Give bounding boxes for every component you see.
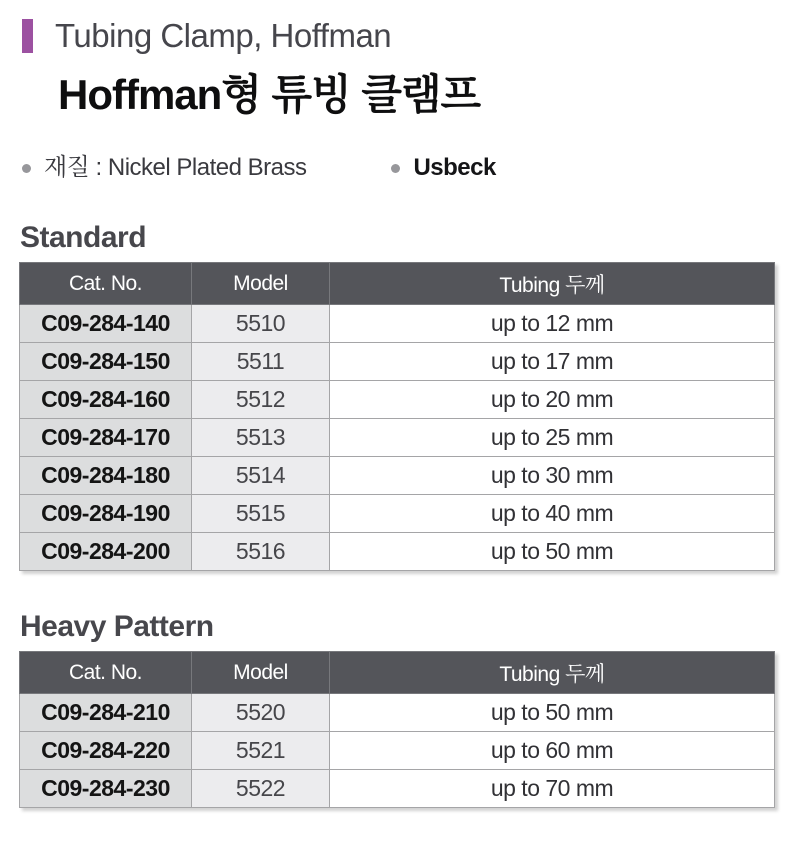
cat-no-cell: C09-284-180: [20, 457, 192, 495]
table-row: [20, 770, 775, 808]
cat-no-cell: C09-284-170: [20, 419, 192, 457]
table-row: [20, 457, 775, 495]
table-row: [20, 343, 775, 381]
page-title-english: Tubing Clamp, Hoffman: [55, 17, 392, 54]
tubing-cell: up to 12 mm: [330, 305, 775, 343]
table-heading-heavy-pattern: Heavy Pattern: [20, 610, 214, 643]
table-row: [20, 419, 775, 457]
model-cell: 5521: [192, 732, 330, 770]
table-header-row: [20, 652, 775, 694]
table-header-row: [20, 263, 775, 305]
cat-no-cell: C09-284-210: [20, 694, 192, 732]
standard-table: [19, 262, 775, 571]
model-cell: 5513: [192, 419, 330, 457]
cat-no-cell: C09-284-190: [20, 495, 192, 533]
bullet-dot-icon: [22, 164, 31, 173]
table-row: [20, 533, 775, 571]
cat-no-cell: C09-284-150: [20, 343, 192, 381]
table-row: [20, 732, 775, 770]
model-cell: 5512: [192, 381, 330, 419]
column-header-model: Model: [192, 263, 330, 305]
tubing-cell: up to 25 mm: [330, 419, 775, 457]
heavy-pattern-table: [19, 651, 775, 808]
column-header-model: Model: [192, 652, 330, 694]
model-cell: 5514: [192, 457, 330, 495]
cat-no-cell: C09-284-160: [20, 381, 192, 419]
tubing-cell: up to 50 mm: [330, 533, 775, 571]
model-cell: 5520: [192, 694, 330, 732]
model-cell: 5515: [192, 495, 330, 533]
page-title-korean: Hoffman형 튜빙 클램프: [58, 71, 481, 118]
brand-label: Usbeck: [413, 154, 496, 181]
tubing-cell: up to 40 mm: [330, 495, 775, 533]
table-row: [20, 495, 775, 533]
cat-no-cell: C09-284-140: [20, 305, 192, 343]
table-heading-standard: Standard: [20, 221, 147, 254]
table-row: [20, 381, 775, 419]
tubing-cell: up to 70 mm: [330, 770, 775, 808]
bullet-dot-icon: [391, 164, 400, 173]
model-cell: 5516: [192, 533, 330, 571]
cat-no-cell: C09-284-220: [20, 732, 192, 770]
spec-bullets: [22, 154, 800, 182]
brand-bullet: [391, 154, 495, 182]
page-header: [22, 16, 800, 56]
tubing-cell: up to 20 mm: [330, 381, 775, 419]
model-cell: 5522: [192, 770, 330, 808]
material-label: 재질 : Nickel Plated Brass: [44, 154, 307, 181]
cat-no-cell: C09-284-200: [20, 533, 192, 571]
model-cell: 5511: [192, 343, 330, 381]
table-row: [20, 694, 775, 732]
column-header-tubing: Tubing 두께: [330, 263, 775, 305]
table-row: [20, 305, 775, 343]
model-cell: 5510: [192, 305, 330, 343]
tubing-cell: up to 30 mm: [330, 457, 775, 495]
cat-no-cell: C09-284-230: [20, 770, 192, 808]
tubing-cell: up to 50 mm: [330, 694, 775, 732]
column-header-tubing: Tubing 두께: [330, 652, 775, 694]
column-header-cat-no: Cat. No.: [20, 263, 192, 305]
accent-bar: [22, 19, 33, 53]
tubing-cell: up to 60 mm: [330, 732, 775, 770]
material-bullet: [22, 154, 306, 182]
column-header-cat-no: Cat. No.: [20, 652, 192, 694]
tubing-cell: up to 17 mm: [330, 343, 775, 381]
